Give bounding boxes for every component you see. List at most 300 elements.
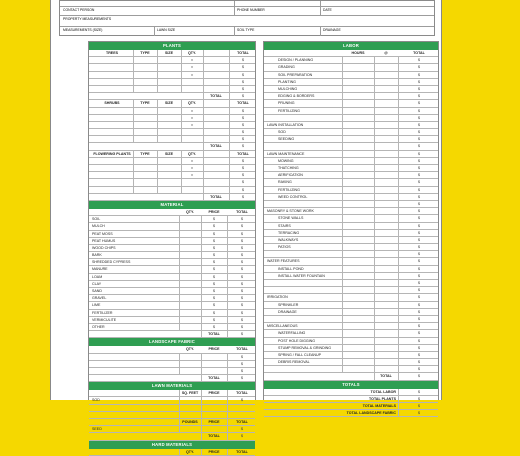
dollar-sign: $ [213,281,215,286]
totals-header: TOTALS [264,381,438,389]
material-item-label: MULCH [92,224,105,229]
dollar-sign: $ [242,166,244,170]
labor-item-label: PLANTING [278,79,296,84]
totals-row [264,410,438,417]
dollar-sign: $ [242,86,244,91]
lawn-pounds-header [89,419,255,426]
labor-row [264,258,438,265]
plants-row [89,79,255,86]
plants-size-col: SIZE [165,151,173,156]
dollar-sign: $ [418,94,420,99]
dollar-sign: $ [241,376,243,381]
fabric-table [89,354,255,383]
labor-row [264,136,438,143]
material-row [89,231,255,238]
material-row [89,259,255,266]
dollar-sign: $ [213,289,215,293]
dollar-sign: $ [418,122,420,127]
hard-total-col: TOTAL [236,449,248,454]
labor-row [264,323,438,330]
dollar-sign: $ [418,273,420,278]
fabric-qty-col: QTY. [186,347,194,352]
labor-row [264,215,438,222]
labor-item-label: IRRIGATION [267,295,288,300]
plants-row [89,115,255,122]
plants-group-label: FLOWERING PLANTS [93,151,131,156]
labor-item-label: DRAINAGE [278,309,297,314]
material-item-label: LIME [92,303,101,308]
labor-row [264,302,438,309]
dollar-sign: $ [418,309,420,314]
material-row [89,266,255,273]
plants-x-mark: x [191,122,193,127]
plants-x-mark: x [191,65,193,70]
fabric-row [89,375,255,382]
lawn-price-col: PRICE [208,420,220,424]
dollar-sign: $ [213,231,215,236]
info-row-property [60,16,434,27]
fabric-row [89,361,255,368]
dollar-sign: $ [213,303,215,308]
material-item-label: FERTILIZER [92,310,113,315]
contact-person-label: CONTACT PERSON [63,8,95,12]
plants-size-col: SIZE [165,101,173,106]
material-row [89,252,255,259]
dollar-sign: $ [418,194,420,199]
dollar-sign: $ [213,296,215,301]
plants-x-mark: x [191,58,193,63]
lawn-total-label: TOTAL [208,434,220,439]
labor-row [264,158,438,165]
dollar-sign: $ [241,427,243,432]
dollar-sign: $ [418,411,420,416]
labor-item-label: LAWN MAINTENANCE [267,151,305,156]
labor-row [264,201,438,208]
labor-row [264,93,438,100]
material-item-label: LOAM [92,274,103,279]
plants-group-header [89,50,255,57]
totals-item-label: TOTAL PLANTS [369,396,396,401]
dollar-sign: $ [418,173,420,178]
labor-row [264,294,438,301]
dollar-sign: $ [418,151,420,156]
lawn-total-row [89,433,255,440]
labor-item-label: SPRINKLER [278,302,299,307]
labor-row [264,330,438,337]
dollar-sign: $ [241,274,243,279]
labor-item-label: MISCELLANEOUS [267,324,298,329]
plants-group-header [89,151,255,158]
plants-type-col: TYPE [140,151,150,156]
material-header: MATERIAL [89,201,255,209]
dollar-sign: $ [242,194,244,199]
material-row [89,310,255,317]
dollar-sign: $ [418,201,420,206]
plants-x-mark: x [191,72,193,77]
dollar-sign: $ [213,217,215,222]
material-qty-col: QTY. [186,209,194,214]
dollar-sign: $ [418,144,420,149]
material-total-row [89,331,255,338]
dollar-sign: $ [418,101,420,106]
material-price-col: PRICE [208,209,220,214]
dollar-sign: $ [213,224,215,229]
dollar-sign: $ [418,158,420,163]
dollar-sign: $ [241,245,243,250]
labor-header: LABOR [264,42,438,50]
dollar-sign: $ [213,324,215,329]
dollar-sign: $ [242,130,244,135]
dollar-sign: $ [241,434,243,439]
lawn-blank-row [89,412,255,419]
plants-total-label: TOTAL [210,144,222,149]
plants-total-col: TOTAL [237,151,249,156]
dollar-sign: $ [213,317,215,322]
dollar-sign: $ [241,296,243,301]
labor-row [264,244,438,251]
labor-row [264,165,438,172]
plants-x-mark: x [191,173,193,178]
plants-row [89,129,255,136]
labor-item-label: SEEDING [278,137,295,142]
dollar-sign: $ [418,72,420,77]
plants-group-label: TREES [106,51,118,55]
plants-group-header [89,100,255,107]
fabric-row [89,368,255,375]
plants-x-mark: x [191,166,193,170]
dollar-sign: $ [213,238,215,243]
labor-row [264,338,438,345]
labor-rate-col: @ [384,51,388,55]
dollar-sign: $ [241,281,243,286]
material-item-label: GRAVEL [92,296,107,301]
dollar-sign: $ [241,324,243,329]
material-total-col: TOTAL [236,209,248,214]
plants-row [89,194,255,201]
material-row [89,274,255,281]
material-item-label: SOIL [92,217,101,222]
labor-item-label: WEED CONTROL [278,194,308,199]
labor-item-label: GRADING [278,65,295,70]
labor-item-label: POST HOLE DIGGING [278,338,316,343]
material-item-label: WOOD CHIPS [92,245,116,250]
labor-hours-col: HOURS [351,51,365,55]
labor-row [264,366,438,373]
dollar-sign: $ [418,389,420,394]
labor-item-label: MASONRY & STONE WORK [267,209,314,214]
labor-item-label: WATERFALLING [278,331,306,336]
material-row [89,317,255,324]
plants-row [89,136,255,143]
material-row [89,324,255,331]
labor-row [264,309,438,316]
labor-total-col: TOTAL [413,51,425,55]
labor-item-label: WALKWAYS [278,237,299,242]
dollar-sign: $ [418,345,420,350]
totals-table [264,389,438,418]
totals-row [264,396,438,403]
hard-qty-col: QTY. [186,449,194,454]
labor-item-label: STUMP REMOVAL & GRINDING [278,345,332,350]
dollar-sign: $ [418,223,420,228]
dollar-sign: $ [418,259,420,264]
labor-row [264,266,438,273]
material-item-label: SAND [92,289,102,293]
labor-item-label: DESIGN / PLANNING [278,58,314,63]
dollar-sign: $ [418,288,420,293]
material-total-label: TOTAL [208,332,220,337]
material-row [89,223,255,230]
fabric-price-col: PRICE [208,347,220,352]
labor-row [264,72,438,79]
dollar-sign: $ [241,303,243,308]
plants-qty-col: QTY. [188,101,196,106]
dollar-sign: $ [418,216,420,221]
lawn-size-label: LAWN SIZE [157,28,176,32]
material-item-label: CLAY [92,281,102,286]
dollar-sign: $ [241,354,243,359]
labor-item-label: SOD [278,130,286,135]
property-measurements-label: PROPERTY MEASUREMENTS [63,17,112,21]
fabric-total-col: TOTAL [236,347,248,352]
labor-row [264,273,438,280]
labor-row [264,100,438,107]
dollar-sign: $ [242,79,244,84]
dollar-sign: $ [242,122,244,127]
plants-row [89,122,255,129]
labor-item-label: INSTALL POND [278,266,304,271]
totals-row [264,403,438,410]
labor-item-label: THATCHING [278,166,299,170]
dollar-sign: $ [241,260,243,265]
material-row [89,302,255,309]
labor-item-label: INSTALL WATER FOUNTAIN [278,273,325,278]
plants-row [89,165,255,172]
material-item-label: PEAT MOSS [92,231,113,236]
labor-row [264,143,438,150]
material-item-label: PEAT HUMUS [92,238,116,243]
estimate-form-sheet [50,0,442,454]
lawn-price-col: PRICE [208,391,220,396]
labor-row [264,316,438,323]
labor-row [264,79,438,86]
labor-item-label: RAKING [278,180,292,185]
dollar-sign: $ [418,281,420,285]
plants-header: PLANTS [89,42,255,50]
material-row [89,245,255,252]
dollar-sign: $ [418,374,420,379]
labor-row [264,57,438,64]
labor-row [264,223,438,230]
fabric-total-label: TOTAL [208,376,220,381]
labor-row [264,359,438,366]
dollar-sign: $ [241,398,243,403]
dollar-sign: $ [418,58,420,63]
labor-item-label: MULCHING [278,86,298,91]
labor-item-label: WATER FEATURES [267,259,300,264]
lawn-total-col: TOTAL [236,391,248,396]
material-row [89,288,255,295]
dollar-sign: $ [418,367,420,372]
dollar-sign: $ [242,72,244,77]
dollar-sign: $ [418,396,420,401]
dollar-sign: $ [242,108,244,113]
plants-row [89,143,255,150]
plants-row [89,187,255,194]
drainage-label: DRAINAGE [323,28,341,32]
dollar-sign: $ [241,267,243,272]
dollar-sign: $ [241,238,243,243]
labor-row [264,287,438,294]
lawn-materials-col-header [89,390,255,397]
lawn-seed-label: SEED [92,427,102,432]
totals-item-label: TOTAL LABOR [370,389,396,394]
dollar-sign: $ [242,180,244,185]
dollar-sign: $ [213,260,215,265]
dollar-sign: $ [213,274,215,279]
labor-row [264,352,438,359]
dollar-sign: $ [242,137,244,142]
hard-materials-col-header [89,449,255,456]
labor-item-label: EDGING & BORDERS [278,94,315,99]
soil-type-label: SOIL TYPE [237,28,255,32]
dollar-sign: $ [213,245,215,250]
dollar-sign: $ [241,310,243,315]
dollar-sign: $ [418,115,420,120]
dollar-sign: $ [241,224,243,229]
measurements-size-label: MEASUREMENTS (SIZE) [63,28,103,32]
labor-row [264,345,438,352]
dollar-sign: $ [213,267,215,272]
labor-item-label: STAIRS [278,223,291,228]
plants-row [89,86,255,93]
dollar-sign: $ [418,295,420,300]
labor-item-label: MOWING [278,158,294,163]
labor-item-label: TERRACING [278,230,300,235]
dollar-sign: $ [418,245,420,250]
dollar-sign: $ [241,368,243,373]
material-item-label: SHREDDED CYPRESS [92,260,131,265]
labor-item-label: PATIOS [278,245,291,250]
dollar-sign: $ [418,180,420,185]
phone-number-label: PHONE NUMBER [237,8,265,12]
dollar-sign: $ [418,302,420,307]
dollar-sign: $ [242,158,244,163]
material-row [89,281,255,288]
labor-row [264,151,438,158]
lawn-seed-row [89,426,255,433]
plants-x-mark: x [191,115,193,120]
dollar-sign: $ [418,166,420,170]
hard-materials-table [89,449,255,456]
lawn-total-col: TOTAL [236,420,248,424]
labor-row [264,230,438,237]
fabric-row [89,354,255,361]
material-row [89,238,255,245]
hard-materials-header: HARD MATERIALS [89,441,255,449]
info-row-measure [60,27,434,36]
dollar-sign: $ [241,217,243,222]
labor-row [264,187,438,194]
dollar-sign: $ [418,108,420,113]
fabric-col-header [89,346,255,353]
dollar-sign: $ [241,317,243,322]
dollar-sign: $ [418,316,420,321]
dollar-sign: $ [418,252,420,257]
lawn-sqft-col: SQ. FEET [181,391,199,396]
dollar-sign: $ [418,352,420,357]
labor-item-label: SPRING / FALL CLEANUP [278,352,322,357]
labor-col-header [264,50,438,57]
labor-item-label: AERIFICATION [278,173,303,178]
lawn-pounds-col: POUNDS [182,420,198,424]
plants-total-col: TOTAL [237,101,249,106]
plants-row [89,179,255,186]
labor-item-label: FERTILIZING [278,108,300,113]
labor-row [264,251,438,258]
dollar-sign: $ [418,65,420,70]
dollar-sign: $ [418,86,420,91]
plants-row [89,64,255,71]
dollar-sign: $ [241,332,243,337]
labor-item-label: DEBRIS REMOVAL [278,360,310,365]
labor-row [264,122,438,129]
plants-size-col: SIZE [165,51,173,55]
material-row [89,295,255,302]
totals-item-label: TOTAL MATERIALS [362,404,396,408]
dollar-sign: $ [418,79,420,84]
dollar-sign: $ [242,58,244,63]
plants-total-col: TOTAL [237,51,249,55]
material-item-label: VERMICULITE [92,317,117,322]
dollar-sign: $ [418,237,420,242]
dollar-sign: $ [242,94,244,99]
plants-group-label: SHRUBS [104,101,120,106]
dollar-sign: $ [418,137,420,142]
labor-row [264,172,438,179]
material-item-label: BARK [92,253,102,258]
dollar-sign: $ [418,266,420,271]
labor-total-label: TOTAL [380,374,392,379]
plants-x-mark: x [191,108,193,113]
dollar-sign: $ [242,187,244,192]
plants-type-col: TYPE [140,51,150,55]
labor-item-label: LAWN INSTALLATION [267,122,304,127]
material-row [89,216,255,223]
plants-row [89,72,255,79]
labor-row [264,179,438,186]
plants-row [89,93,255,100]
dollar-sign: $ [241,253,243,258]
dollar-sign: $ [213,253,215,258]
labor-row [264,237,438,244]
dollar-sign: $ [242,173,244,178]
dollar-sign: $ [241,231,243,236]
dollar-sign: $ [241,289,243,293]
labor-row [264,108,438,115]
labor-row [264,64,438,71]
labor-item-label: STONE WALLS [278,216,304,221]
labor-item-label: PRUNING [278,101,295,106]
labor-row [264,129,438,136]
dollar-sign: $ [418,187,420,192]
labor-row [264,86,438,93]
lawn-materials-table [89,390,255,440]
lawn-sod-label: SOD [92,398,100,403]
dollar-sign: $ [418,360,420,365]
plants-total-label: TOTAL [210,94,222,99]
dollar-sign: $ [241,361,243,366]
